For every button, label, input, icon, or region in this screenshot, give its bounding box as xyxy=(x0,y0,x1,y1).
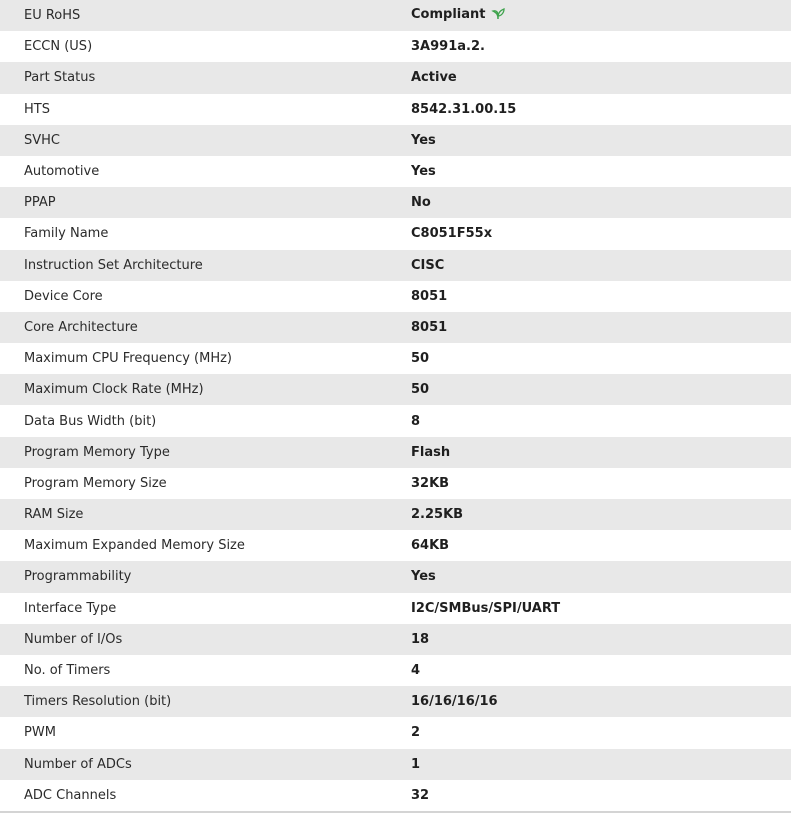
spec-value-cell xyxy=(411,686,791,717)
spec-row xyxy=(0,31,791,62)
spec-label: Device Core xyxy=(24,288,103,304)
spec-value-cell xyxy=(411,312,791,343)
spec-value: Yes xyxy=(411,569,436,585)
spec-row xyxy=(0,437,791,468)
spec-row xyxy=(0,250,791,281)
spec-value: 50 xyxy=(411,382,430,398)
spec-value-cell xyxy=(411,593,791,624)
spec-row xyxy=(0,187,791,218)
spec-label: Maximum Clock Rate (MHz) xyxy=(24,382,204,398)
spec-label: SVHC xyxy=(24,132,60,148)
spec-value: I2C/SMBus/SPI/UART xyxy=(411,600,561,616)
spec-label: ADC Channels xyxy=(24,787,117,803)
spec-value: 32 xyxy=(411,787,430,803)
spec-value: Yes xyxy=(411,132,436,148)
spec-value: C8051F55x xyxy=(411,226,493,242)
spec-value-cell xyxy=(411,0,791,31)
spec-label: RAM Size xyxy=(24,507,84,523)
spec-value: Yes xyxy=(411,164,436,180)
spec-value-cell xyxy=(411,156,791,187)
spec-value-cell xyxy=(411,94,791,125)
spec-row xyxy=(0,312,791,343)
spec-value-cell xyxy=(411,250,791,281)
spec-value-cell xyxy=(411,31,791,62)
spec-value: 8542.31.00.15 xyxy=(411,101,517,117)
spec-row xyxy=(0,125,791,156)
spec-row xyxy=(0,218,791,249)
spec-label: HTS xyxy=(24,101,50,117)
spec-row xyxy=(0,749,791,780)
spec-label: Programmability xyxy=(24,569,132,585)
spec-value: CISC xyxy=(411,257,445,273)
spec-value: 32KB xyxy=(411,475,450,491)
spec-label: Interface Type xyxy=(24,600,117,616)
spec-label: ECCN (US) xyxy=(24,39,93,55)
spec-value: Active xyxy=(411,70,457,86)
spec-label: Program Memory Type xyxy=(24,444,170,460)
spec-value-cell xyxy=(411,499,791,530)
spec-value: 3A991a.2. xyxy=(411,39,485,55)
spec-value-cell xyxy=(411,749,791,780)
spec-row xyxy=(0,499,791,530)
spec-label: Data Bus Width (bit) xyxy=(24,413,157,429)
spec-label: Maximum CPU Frequency (MHz) xyxy=(24,351,232,367)
spec-value-cell xyxy=(411,218,791,249)
spec-value: Compliant xyxy=(411,7,486,23)
spec-label: EU RoHS xyxy=(24,8,81,24)
spec-row xyxy=(0,374,791,405)
spec-value: 16/16/16/16 xyxy=(411,694,498,710)
spec-value: 50 xyxy=(411,351,430,367)
spec-value-cell xyxy=(411,530,791,561)
spec-value: 2.25KB xyxy=(411,507,464,523)
spec-label: Part Status xyxy=(24,70,96,86)
spec-value-cell xyxy=(411,405,791,436)
spec-label: Program Memory Size xyxy=(24,475,167,491)
spec-label: Number of ADCs xyxy=(24,756,132,772)
spec-row xyxy=(0,0,791,31)
spec-row xyxy=(0,593,791,624)
spec-value: 8 xyxy=(411,413,421,429)
leaf-icon xyxy=(491,8,505,24)
spec-label: Core Architecture xyxy=(24,319,138,335)
spec-row xyxy=(0,655,791,686)
spec-value-cell xyxy=(411,374,791,405)
spec-value-cell xyxy=(411,125,791,156)
spec-label: Instruction Set Architecture xyxy=(24,257,203,273)
spec-row xyxy=(0,62,791,93)
spec-value: 4 xyxy=(411,663,421,679)
spec-label: Number of I/Os xyxy=(24,631,123,647)
spec-value-cell xyxy=(411,717,791,748)
spec-row xyxy=(0,468,791,499)
spec-row xyxy=(0,281,791,312)
spec-row xyxy=(0,686,791,717)
spec-value-cell xyxy=(411,62,791,93)
spec-value: 8051 xyxy=(411,288,448,304)
spec-value: 2 xyxy=(411,725,421,741)
spec-value: Flash xyxy=(411,444,451,460)
spec-value-cell xyxy=(411,624,791,655)
spec-row xyxy=(0,624,791,655)
spec-value-cell xyxy=(411,187,791,218)
spec-row xyxy=(0,405,791,436)
spec-row xyxy=(0,343,791,374)
spec-value: 8051 xyxy=(411,319,448,335)
spec-value-cell xyxy=(411,343,791,374)
spec-row xyxy=(0,156,791,187)
spec-label: Timers Resolution (bit) xyxy=(24,694,172,710)
spec-value: 1 xyxy=(411,756,421,772)
spec-label: No. of Timers xyxy=(24,663,111,679)
spec-value: 64KB xyxy=(411,538,450,554)
spec-label: PPAP xyxy=(24,195,56,211)
spec-value: No xyxy=(411,195,431,211)
spec-label: Automotive xyxy=(24,164,100,180)
spec-row xyxy=(0,94,791,125)
spec-value-cell xyxy=(411,655,791,686)
spec-value-cell xyxy=(411,437,791,468)
spec-label: PWM xyxy=(24,725,56,741)
spec-label: Maximum Expanded Memory Size xyxy=(24,538,245,554)
spec-value-cell xyxy=(411,281,791,312)
spec-label: Family Name xyxy=(24,226,109,242)
spec-value-cell xyxy=(411,468,791,499)
spec-row xyxy=(0,717,791,748)
spec-value: 18 xyxy=(411,631,430,647)
spec-row xyxy=(0,561,791,592)
spec-row xyxy=(0,530,791,561)
spec-row xyxy=(0,780,791,811)
spec-value-cell xyxy=(411,780,791,811)
spec-value-cell xyxy=(411,561,791,592)
